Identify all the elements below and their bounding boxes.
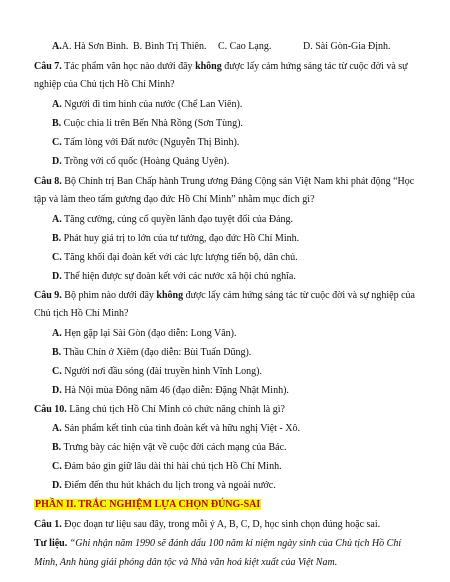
q6-option-d: D. Sài Gòn-Gia Định. [303, 41, 391, 52]
s2-q1-stem: Câu 1. Đọc đoạn tư liệu sau đây, trong mỗi ý A, B, C, D, học sinh chọn đúng hoặc sai. [34, 519, 381, 530]
q9-stem-line2: Chủ tịch Hồ Chí Minh? [34, 308, 129, 319]
source-text-line2: Minh, Anh hùng giải phóng dân tộc và Nhà văn hoá kiệt xuất của Việt Nam. [34, 557, 338, 568]
q7-option-c: C. Tấm lòng với Đất nước (Nguyễn Thị Bình). [52, 137, 240, 148]
q9-option-c: C. Người nơi đầu sóng (đài truyền hình Vĩnh Long). [52, 366, 262, 377]
q8-option-c: C. Tăng khối đại đoàn kết với các lực lượng tiến bộ, dân chủ. [52, 252, 298, 263]
question-label: Câu 1. [34, 519, 62, 530]
q10-option-b: B. Trưng bày các hiện vật về cuộc đời cách mạng của Bác. [52, 442, 287, 453]
question-label: Câu 10. [34, 404, 67, 415]
q6-option-c: C. Cao Lạng. [218, 41, 272, 52]
q7-stem-line2: nghiệp của Chủ tịch Hồ Chí Minh? [34, 79, 175, 90]
q10-option-d: D. Điểm đến thu hút khách du lịch trong và ngoài nước. [52, 480, 276, 491]
source-text-line1: Tư liệu. “Ghi nhận năm 1990 sẽ đánh dấu 100 năm kỉ niệm ngày sinh của Chủ tịch Hồ Chí [34, 538, 402, 549]
q8-option-b: B. Phát huy giá trị to lớn của tư tưởng, đạo đức Hồ Chí Minh. [52, 233, 300, 244]
q10-option-c: C. Đảm bảo gìn giữ lâu dài thi hài chủ tịch Hồ Chí Minh. [52, 461, 282, 472]
emphasis-word: không [195, 61, 222, 72]
q8-option-a: A. Tăng cường, củng cố quyền lãnh đạo tuyệt đối của Đảng. [52, 214, 294, 225]
q7-stem: Câu 7. Tác phẩm văn học nào dưới đây không được lấy cảm hứng sáng tác từ cuộc đời và sự [34, 61, 408, 72]
q7-option-d: D. Trồng với cố quốc (Hoàng Quảng Uyên). [52, 156, 230, 167]
q9-option-a: A. Hẹn gặp lại Sài Gòn (đạo diễn: Long Vân). [52, 328, 237, 339]
q9-option-b: B. Thầu Chín ở Xiêm (đạo diễn: Bùi Tuấn Dũng). [52, 347, 252, 358]
q9-option-d: D. Hà Nội mùa Đông năm 46 (đạo diễn: Đặng Nhật Minh). [52, 385, 289, 396]
q8-stem-line2: tập và làm theo tấm gương đạo đức Hồ Chí Minh” nhằm mục đích gì? [34, 194, 315, 205]
q9-stem: Câu 9. Bộ phim nào dưới đây không được lấy cảm hứng sáng tác từ cuộc đời và sự nghiệp của [34, 290, 415, 301]
emphasis-word: không [156, 290, 184, 301]
q10-option-a: A. Sản phẩm kết tinh của tình đoàn kết và hữu nghị Việt - Xô. [52, 423, 300, 434]
q6-option-a: A.A. Hà Sơn Bình. [52, 41, 129, 52]
source-label: Tư liệu. [34, 538, 68, 549]
q8-option-d: D. Thể hiện được sự đoàn kết với các nước xã hội chủ nghĩa. [52, 271, 296, 282]
q7-option-a: A. Người đi tìm hình của nước (Chế Lan Viên). [52, 99, 243, 110]
question-label: Câu 7. [34, 61, 62, 72]
q8-stem: Câu 8. Bộ Chính trị Ban Chấp hành Trung ương Đảng Cộng sản Việt Nam khi phát động “Học [34, 176, 415, 187]
q7-option-b: B. Cuộc chia li trên Bến Nhà Rồng (Sơn Tùng). [52, 118, 243, 129]
question-label: Câu 8. [34, 176, 62, 187]
q6-option-b: B. Bình Trị Thiên. [133, 41, 207, 52]
question-label: Câu 9. [34, 290, 62, 301]
q10-stem: Câu 10. Lăng chủ tịch Hồ Chí Minh có chức năng chính là gì? [34, 404, 285, 415]
section-heading: PHẦN II. TRẮC NGHIỆM LỰA CHỌN ĐÚNG-SAI [35, 499, 261, 510]
